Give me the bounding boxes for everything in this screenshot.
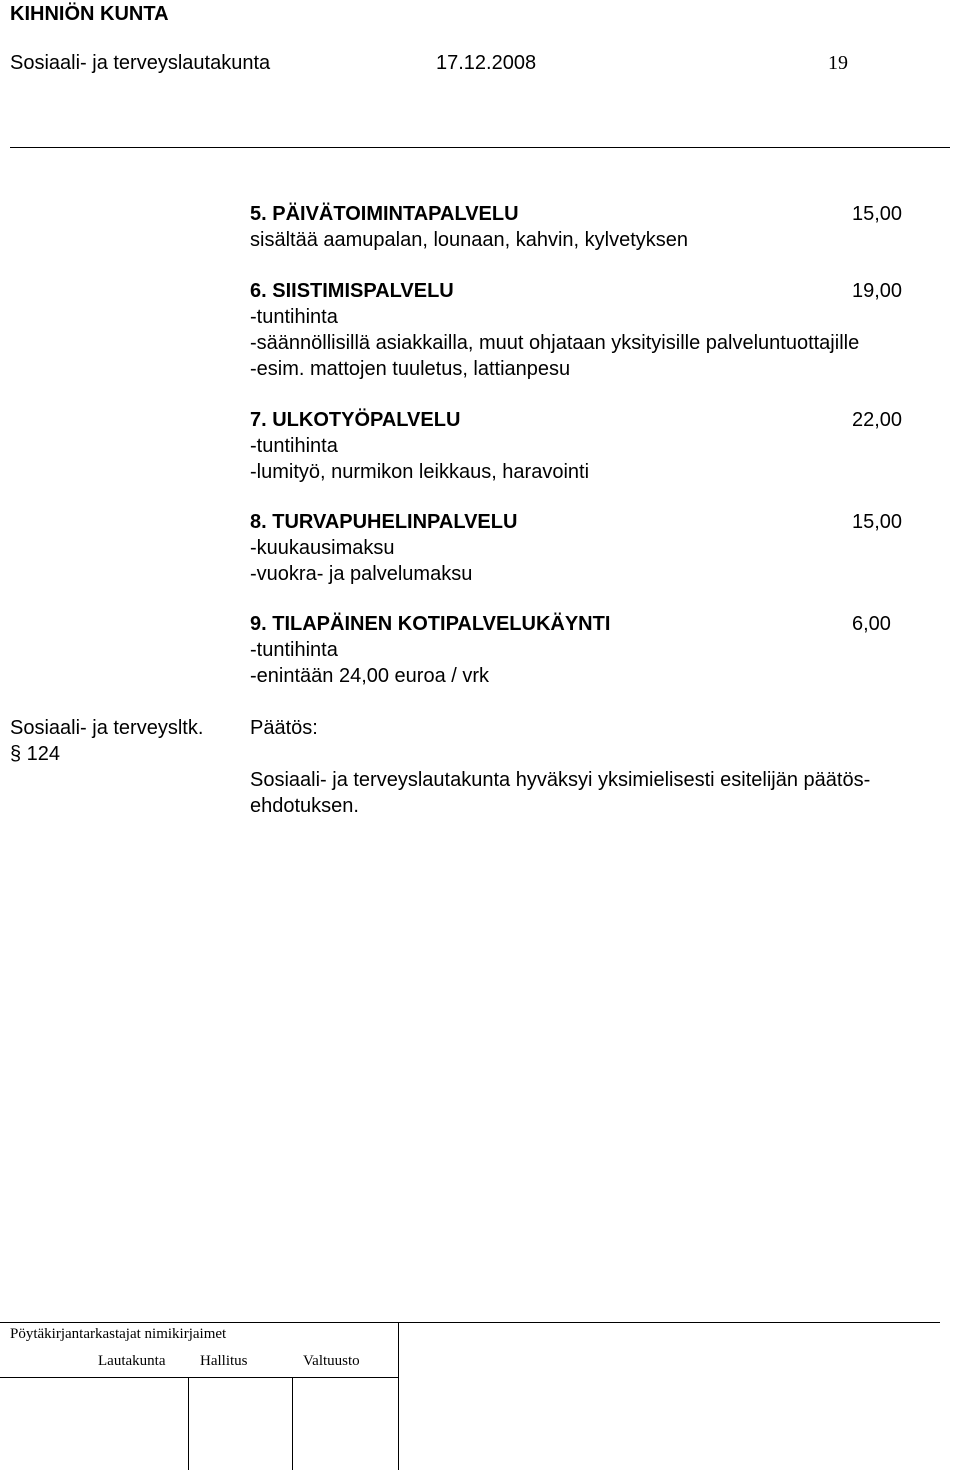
item-title: 7. ULKOTYÖPALVELU xyxy=(250,409,461,431)
signature-col-valtuusto: Valtuusto xyxy=(303,1353,360,1369)
item-title: 9. TILAPÄINEN KOTIPALVELUKÄYNTI xyxy=(250,613,611,635)
item-line: sisältää aamupalan, lounaan, kahvin, kylvetyksen xyxy=(250,229,689,251)
item-line: -tuntihinta xyxy=(250,306,338,328)
board-name: Sosiaali- ja terveyslautakunta xyxy=(10,52,271,74)
meeting-date: 17.12.2008 xyxy=(436,52,537,74)
item-line: -tuntihinta xyxy=(250,435,338,457)
item-line: -enintään 24,00 euroa / vrk xyxy=(250,665,490,687)
organization-name: KIHNIÖN KUNTA xyxy=(10,3,169,25)
header-divider xyxy=(10,147,950,148)
decision-text-line2: ehdotuksen. xyxy=(250,795,359,817)
item-price: 15,00 xyxy=(852,511,903,533)
decision-label: Päätös: xyxy=(250,717,318,739)
item-title: 8. TURVAPUHELINPALVELU xyxy=(250,511,518,533)
item-price: 6,00 xyxy=(852,613,891,635)
item-line: -tuntihinta xyxy=(250,639,338,661)
signature-cell-lautakunta xyxy=(0,1377,189,1470)
signature-col-hallitus: Hallitus xyxy=(200,1353,248,1369)
item-price: 22,00 xyxy=(852,409,903,431)
item-title: 6. SIISTIMISPALVELU xyxy=(250,280,454,302)
decision-text-line1: Sosiaali- ja terveyslautakunta hyväksyi yksimielisesti esitelijän päätös- xyxy=(250,769,871,791)
signature-cell-hallitus xyxy=(188,1377,293,1470)
item-line: -esim. mattojen tuuletus, lattianpesu xyxy=(250,358,571,380)
item-line: -lumityö, nurmikon leikkaus, haravointi xyxy=(250,461,590,483)
item-line: -vuokra- ja palvelumaksu xyxy=(250,563,473,585)
signature-col-lautakunta: Lautakunta xyxy=(98,1353,166,1369)
side-section-number: § 124 xyxy=(10,743,61,765)
side-board-label: Sosiaali- ja terveysltk. xyxy=(10,717,204,739)
item-line: -säännöllisillä asiakkailla, muut ohjataan yksityisille palveluntuottajille xyxy=(250,332,860,354)
item-line: -kuukausimaksu xyxy=(250,537,395,559)
item-title: 5. PÄIVÄTOIMINTAPALVELU xyxy=(250,203,519,225)
signature-box-title: Pöytäkirjantarkastajat nimikirjaimet xyxy=(10,1326,227,1342)
page-number: 19 xyxy=(828,52,848,74)
item-price: 15,00 xyxy=(852,203,903,225)
item-price: 19,00 xyxy=(852,280,903,302)
